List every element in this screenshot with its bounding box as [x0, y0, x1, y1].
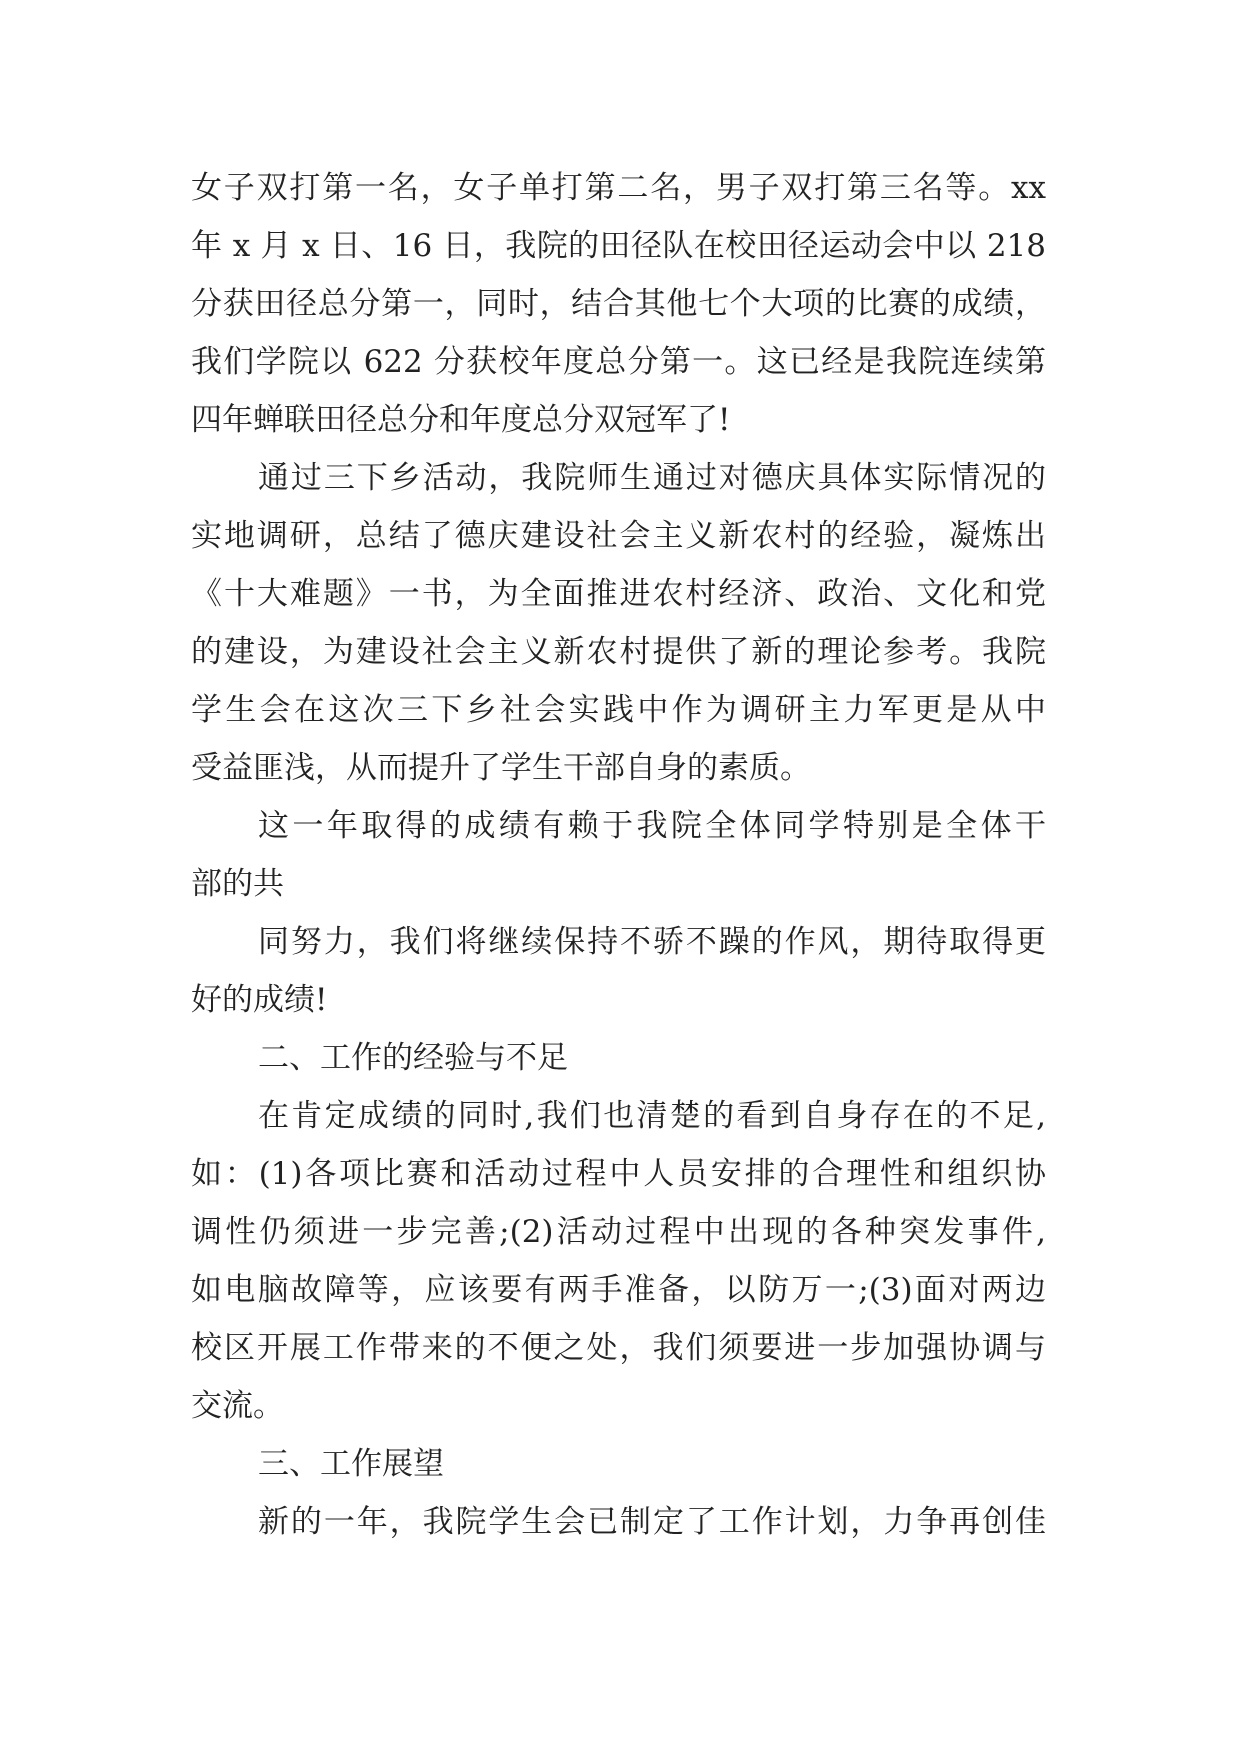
- body-text-line: 《十大难题》一书，为全面推进农村经济、政治、文化和党: [191, 576, 1046, 612]
- paragraph-first-line: 新的一年，我院学生会已制定了工作计划，力争再创佳: [258, 1504, 1046, 1540]
- body-text-line: 部的共: [191, 866, 284, 902]
- body-text-line: 女子双打第一名，女子单打第二名，男子双打第三名等。xx: [191, 170, 1046, 206]
- body-text-line: 我们学院以 622 分获校年度总分第一。这已经是我院连续第: [191, 344, 1046, 380]
- body-text-line: 学生会在这次三下乡社会实践中作为调研主力军更是从中: [191, 692, 1046, 728]
- body-text-line: 分获田径总分第一，同时，结合其他七个大项的比赛的成绩，: [191, 286, 1046, 322]
- body-text-line: 实地调研，总结了德庆建设社会主义新农村的经验，凝炼出: [191, 518, 1046, 554]
- body-text-line: 四年蝉联田径总分和年度总分双冠军了!: [191, 402, 731, 438]
- paragraph-first-line: 同努力，我们将继续保持不骄不躁的作风，期待取得更: [258, 924, 1046, 960]
- body-text-line: 受益匪浅，从而提升了学生干部自身的素质。: [191, 750, 811, 786]
- section-heading: 二、工作的经验与不足: [258, 1040, 568, 1076]
- body-text-line: 的建设，为建设社会主义新农村提供了新的理论参考。我院: [191, 634, 1046, 670]
- body-text-line: 调性仍须进一步完善;(2)活动过程中出现的各种突发事件,: [191, 1214, 1046, 1250]
- body-text-line: 年 x 月 x 日、16 日，我院的田径队在校田径运动会中以 218: [191, 228, 1046, 264]
- paragraph-first-line: 这一年取得的成绩有赖于我院全体同学特别是全体干: [258, 808, 1046, 844]
- body-text-line: 校区开展工作带来的不便之处，我们须要进一步加强协调与: [191, 1330, 1046, 1366]
- body-text-line: 如：(1)各项比赛和活动过程中人员安排的合理性和组织协: [191, 1156, 1046, 1192]
- body-text-line: 如电脑故障等，应该要有两手准备，以防万一;(3)面对两边: [191, 1272, 1046, 1308]
- paragraph-first-line: 通过三下乡活动，我院师生通过对德庆具体实际情况的: [258, 460, 1046, 496]
- paragraph-first-line: 在肯定成绩的同时,我们也清楚的看到自身存在的不足,: [258, 1098, 1046, 1134]
- section-heading: 三、工作展望: [258, 1446, 444, 1482]
- body-text-line: 好的成绩!: [191, 982, 328, 1018]
- body-text-line: 交流。: [191, 1388, 284, 1424]
